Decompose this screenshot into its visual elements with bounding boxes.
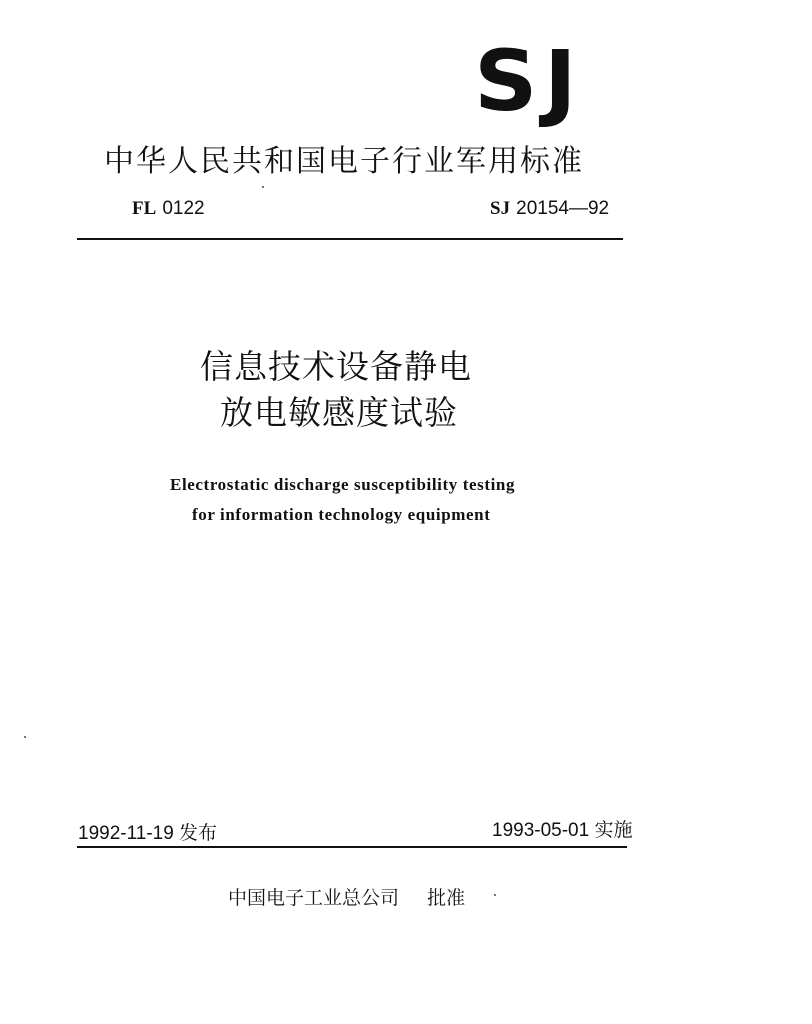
title-chinese — [200, 344, 530, 436]
approving-organization: 中国电子工业总公司 — [228, 887, 400, 909]
standard-label: SJ — [490, 198, 511, 219]
scan-speck — [262, 186, 264, 188]
title-english-line-1: Electrostatic discharge susceptibility testing — [170, 475, 516, 494]
bottom-divider — [77, 846, 627, 848]
scan-speck — [494, 894, 496, 896]
scan-speck — [24, 736, 26, 738]
title-english — [170, 470, 550, 530]
sj-logo: SJ — [474, 32, 583, 130]
title-chinese-line-1: 信息技术设备静电 — [200, 347, 472, 386]
title-english-line-2: for information technology equipment — [192, 505, 491, 524]
classification-label: FL — [132, 198, 157, 219]
issuer-title: 中华人民共和国电子行业军用标准 — [104, 144, 584, 179]
standard-number — [490, 196, 609, 221]
top-divider — [77, 238, 623, 240]
standard-number-value: 20154—92 — [516, 198, 610, 219]
classification-number: 0122 — [162, 198, 205, 219]
approval-line — [228, 884, 465, 912]
classification-code — [132, 196, 205, 221]
title-chinese-line-2: 放电敏感度试验 — [220, 393, 458, 432]
issue-date: 1992-11-19 发布 — [78, 823, 218, 844]
approval-action: 批准 — [427, 887, 466, 909]
effective-date: 1993-05-01 实施 — [492, 820, 633, 841]
